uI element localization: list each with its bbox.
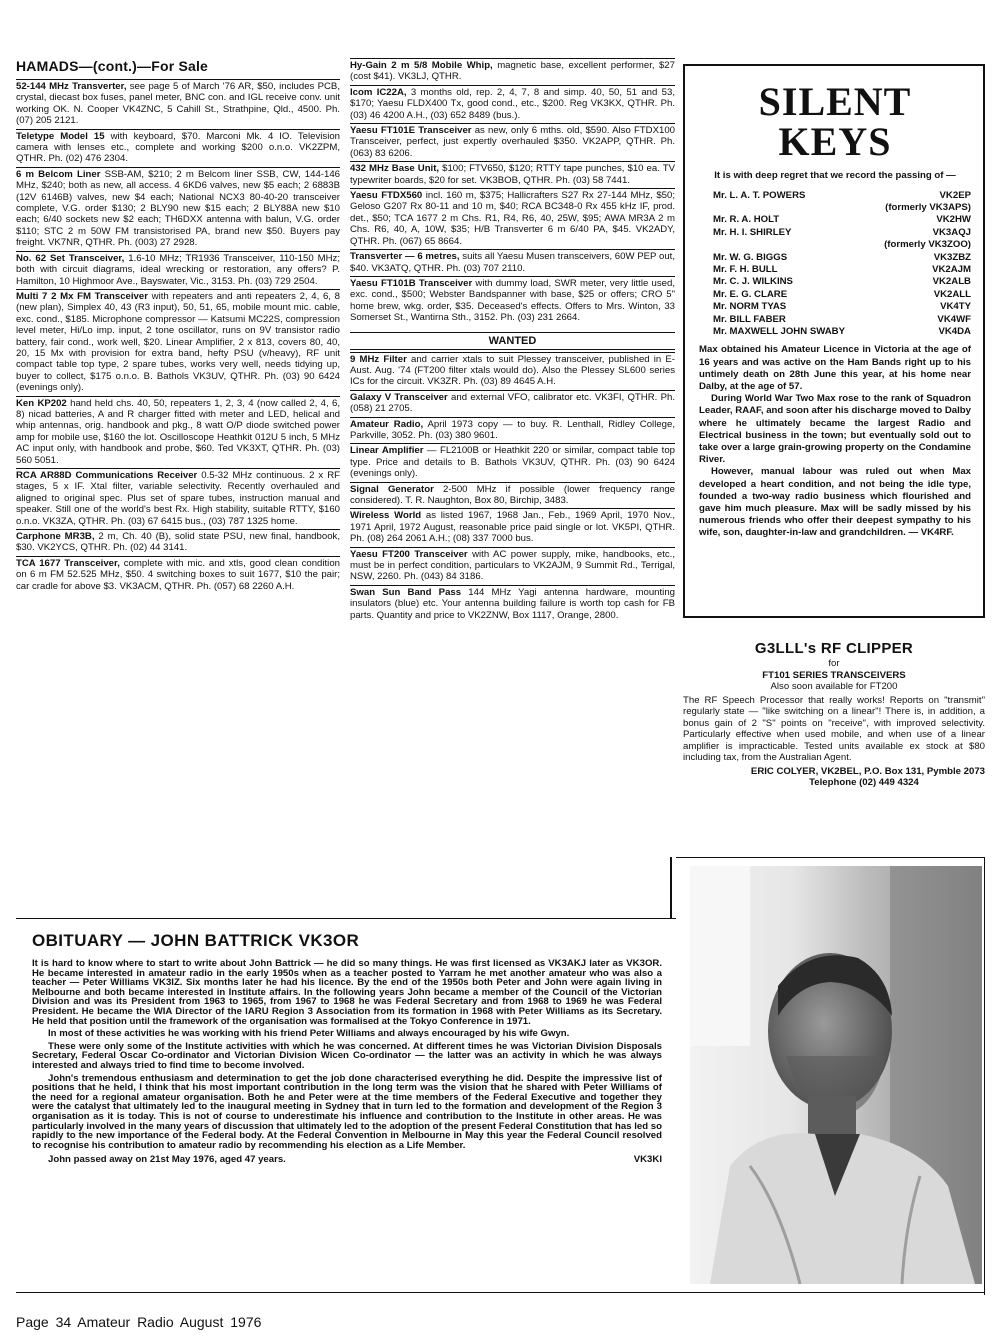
for-sale-ad-title: Carphone MR3B, bbox=[16, 531, 95, 543]
wanted-ad-title: Amateur Radio, bbox=[350, 418, 424, 430]
for-sale-ad bbox=[350, 161, 675, 188]
obituary-title: OBITUARY — JOHN BATTRICK VK3OR bbox=[32, 931, 360, 950]
tribute-paragraph: Max obtained his Amateur Licence in Victoria at the age of 16 years and was active on the Ham Bands right up to his untimely death on 28th June this year, at his home near Dalby, at the age of 57. bbox=[699, 344, 971, 392]
silent-key-callsign: VK2AJM bbox=[932, 263, 971, 275]
wanted-ad bbox=[350, 482, 675, 509]
for-sale-ad-text: SSB-AM, $210; 2 m Belcom liner SSB, CW, 144-146 MHz, $240; both as new, all access. 4 6KD6 valves, new $5 each; 2 6883B (12V 6146B) valves, new $4 each; National NCX3 80-40-20 transceiver complete, V.G. order $130; 2 BLY90 new $15 each; 2 BLY88A new $10 each; 6/40 sockets new $2 each; TH6DXX antenna with balun, V.G. order $110; STC 2 m 50W FM transistorised PA, brand new $50. Buyers pay freight. VK7NR, QTHR. Ph. (003) 27 2928. bbox=[16, 168, 341, 249]
wanted-ad-text: as listed 1967, 1968 Jan., Feb., 1969 April, 1970 Nov., 1971 April, 1972 August, reasonable price paid single or lot. VK5PI, QTHR. Ph. (08) 264 2061 A.H.; (08) 337 7000 bus. bbox=[350, 510, 675, 545]
silent-key-name: Mr. C. J. WILKINS bbox=[713, 276, 793, 288]
for-sale-ad-title: 6 m Belcom Liner bbox=[16, 168, 101, 180]
obituary-corner-rule bbox=[670, 857, 672, 919]
for-sale-ad-text: 1.6-10 MHz; TR1936 Transceiver, 110-150 MHz; both with circuit diagrams, ideal wrecking or restoration, any offers? P. Hamilton, 10 Highmoor Ave., Bayswater, Vic., 3153. Ph. (03) 729 2504. bbox=[16, 252, 341, 287]
silent-key-name: Mr. NORM TYAS bbox=[713, 301, 787, 313]
for-sale-ad bbox=[350, 85, 675, 123]
silent-key-entry bbox=[699, 264, 971, 276]
wanted-ad-title: 9 MHz Filter bbox=[350, 353, 407, 365]
for-sale-ad-title: 432 MHz Base Unit, bbox=[350, 163, 440, 175]
for-sale-ad bbox=[16, 167, 340, 251]
photo-top-rule bbox=[676, 857, 985, 858]
for-sale-ad bbox=[16, 79, 340, 129]
for-sale-ad bbox=[350, 123, 675, 161]
silent-key-callsign: VK4TY bbox=[940, 301, 971, 313]
silent-key-name: Mr. L. A. T. POWERS bbox=[713, 189, 806, 201]
for-sale-ad-title: Teletype Model 15 bbox=[16, 130, 105, 142]
silent-key-callsign: VK2HW bbox=[936, 214, 971, 226]
obituary-closing: John passed away on 21st May 1976, aged 47 years. bbox=[48, 1154, 286, 1166]
wanted-ad bbox=[350, 390, 675, 417]
clipper-also: Also soon available for FT200 bbox=[770, 681, 898, 692]
silent-key-callsign: VK2EP bbox=[939, 189, 971, 201]
for-sale-ad-title: Ken KP202 bbox=[16, 397, 67, 409]
clipper-model: FT101 SERIES TRANSCEIVERS bbox=[762, 669, 906, 681]
bottom-rule bbox=[16, 1292, 985, 1293]
silent-key-entry bbox=[699, 314, 971, 326]
hamads-column-1 bbox=[16, 58, 340, 594]
silent-key-name: Mr. E. G. CLARE bbox=[713, 288, 788, 300]
wanted-heading: WANTED bbox=[350, 332, 675, 350]
silent-key-callsign: VK4DA bbox=[938, 325, 971, 337]
clipper-for: for bbox=[828, 658, 840, 669]
wanted-ad bbox=[350, 352, 675, 390]
silent-key-callsign: VK2ALL bbox=[933, 288, 971, 300]
wanted-list bbox=[350, 352, 675, 624]
hamads-list-2 bbox=[350, 58, 675, 326]
wanted-ad-text: April 1973 copy — to buy. R. Lenthall, Ridley College, Parkville, 3052. Ph. (03) 380 9601. bbox=[350, 418, 675, 441]
for-sale-ad-text: 0.5-32 MHz continuous. 2 x RF stages, 5 x IF. Xtal filter, variable selectivity. Recently overhauled and aligned to original spec. Plus set of spare tubes, instruction manual and speaker. Still one of the world's best Rx. High stability, suitable RTTY, $160 o.n.o. VK3ZA, QTHR. Ph. (03) 67 6415 bus., (03) 787 1325 home. bbox=[16, 470, 340, 527]
tribute-paragraph: However, manual labour was ruled out when Max developed a heart condition, and not being the idle type, founded a two-way radio business which flourished and gave him much pleasure. Max will be sadly missed by his numerous friends who offer their deepest sympathy to his wife, son, daughter-in-law and grandchildren. — VK4RF. bbox=[699, 466, 971, 539]
wanted-ad-text: 144 MHz Yagi antenna hardware, mounting insulators (blue) etc. Your antenna building failure is worth top cash for FB parts. Quantity and price to VK2ZNW, Box 1117, Orange, 2800. bbox=[350, 586, 675, 621]
wanted-ad bbox=[350, 585, 675, 623]
for-sale-ad bbox=[16, 129, 340, 167]
for-sale-ad bbox=[16, 289, 340, 396]
tribute-paragraph: During World War Two Max rose to the rank of Squadron Leader, RAAF, and soon after his discharge moved to Dalby where he ultimately became the largest Radio and Electrical business in the town; but eventually sold out to take over a large grain-growing property on the Condamine River. bbox=[699, 393, 971, 466]
wanted-ad-title: Linear Amplifier bbox=[350, 445, 424, 457]
wanted-ad-title: Yaesu FT200 Transceiver bbox=[350, 548, 468, 560]
clipper-signature: ERIC COLYER, VK2BEL, P.O. Box 131, Pymble 2073 bbox=[750, 765, 985, 777]
for-sale-ad-title: RCA AR88D Communications Receiver bbox=[16, 470, 198, 481]
for-sale-ad-text: suits all Yaesu Musen transceivers, 60W PEP out, $40. VK3ATQ, QTHR. Ph. (03) 707 2110. bbox=[350, 251, 675, 274]
wanted-ad-title: Galaxy V Transceiver bbox=[350, 391, 448, 403]
silent-keys-tribute bbox=[699, 344, 971, 539]
for-sale-ad-title: Transverter — 6 metres, bbox=[350, 251, 460, 263]
silent-key-callsign: VK2ALB bbox=[932, 276, 971, 288]
wanted-ad bbox=[350, 547, 675, 585]
silent-keys-intro: It is with deep regret that we record the passing of — bbox=[714, 170, 956, 181]
for-sale-ad bbox=[16, 468, 340, 529]
for-sale-ad-text: with repeaters and anti repeaters 2, 4, 6, 8 (new plan), Simplex 40, 43 (R3 input), 50, 51, 65, mobile mount mic. cable, exc. cond., $185. Microphone compressor — Katsumi MC22S, compression level meter, Hi/Lo imp. input, 2 tone oscillator, runs on 9V transistor radio battery, fair cond., work well, $20. Linear Amplifier, 2 x 813, covers 80, 40, 20, 15 Mx with provision for extra band, hefty PSU (v/heavy), RF unit compact table top type, 2 spare tubes, works very well, needs tidying up, buyer to collect, $175 o.n.o. B. Bathols VK3UV, QTHR. Ph. (03) 90 6424 (evenings only). bbox=[16, 290, 340, 394]
obituary-author: VK3KI bbox=[633, 1154, 662, 1166]
silent-key-name: Mr. W. G. BIGGS bbox=[713, 251, 788, 263]
wanted-ad-text: and carrier xtals to suit Plessey transceiver, published in E-Aust. Aug. '74 (FT200 filter xtals would do). Also the Plessey SL600 series ICs for the circuit. VK3ZR. Ph. (03) 89 4645 A.H. bbox=[350, 353, 675, 388]
for-sale-ad-text: see page 5 of March '76 AR, $50, includes PCB, crystal, diecast box fuses, panel meter, BNC con. and IGL receive conv. unit working OK. N. Cooper VK4ZNC, 5 Cahill St., Strathpine, Qld., 4500. Ph. (07) 205 2121. bbox=[16, 81, 340, 127]
hamads-heading: HAMADS—(cont.)—For Sale bbox=[16, 58, 209, 74]
for-sale-ad-title: Yaesu FTDX560 bbox=[350, 190, 423, 202]
portrait-photo-image bbox=[690, 866, 982, 1284]
silent-key-entry bbox=[699, 301, 971, 313]
for-sale-ad-title: Hy-Gain 2 m 5/8 Mobile Whip, bbox=[350, 60, 493, 71]
obituary-section bbox=[16, 918, 676, 1290]
rf-clipper-ad bbox=[683, 640, 985, 789]
wanted-ad-title: Swan Sun Band Pass bbox=[350, 586, 462, 598]
for-sale-ad-text: incl. 160 m, $375; Hallicrafters S27 Rx 27-144 MHz, $50; Geloso G207 Rx 80-11 and 10 m, $40; RCA BC348-0 Rx 455 kHz IF, prod. det., $50; TCA 1677 2 m Chs. R1, R4, R6, 40, 25W, $95; AWA MR3A 2 m Chs. R6, 40, A, 10W, $35; H/B Transverter 6 m 6/40 PA, $45. VK2ADY, QTHR. Ph. (067) 65 8664. bbox=[350, 190, 675, 247]
hamads-column-2 bbox=[350, 58, 675, 623]
for-sale-ad bbox=[350, 188, 675, 249]
silent-key-entry bbox=[699, 289, 971, 301]
for-sale-ad-text: magnetic base, excellent performer, $27 (cost $41). VK3LJ, QTHR. bbox=[350, 60, 675, 83]
for-sale-ad-text: $100; FTV650, $120; RTTY tape punches, $10 ea. TV typewriter boards, $20 for set. VK3BOB, QTHR. Ph. (03) 58 7441. bbox=[350, 163, 675, 186]
for-sale-ad-title: No. 62 Set Transceiver, bbox=[16, 252, 125, 264]
hamads-list-1 bbox=[16, 79, 340, 594]
for-sale-ad bbox=[350, 58, 675, 85]
portrait-photo bbox=[690, 866, 982, 1290]
silent-key-name: Mr. H. I. SHIRLEY bbox=[713, 226, 792, 238]
silent-key-former-call bbox=[699, 202, 971, 214]
silent-keys-list bbox=[699, 190, 971, 339]
photo-right-rule bbox=[984, 857, 985, 1295]
for-sale-ad-title: Yaesu FT101B Transceiver bbox=[350, 277, 473, 289]
obituary-body bbox=[16, 959, 676, 1150]
silent-key-name: Mr. F. H. BULL bbox=[713, 263, 778, 275]
for-sale-ad bbox=[16, 251, 340, 289]
silent-key-entry bbox=[699, 214, 971, 226]
wanted-ad-text: 2-500 MHz if possible (lower frequency range considered). T. R. Naughton, Box 80, Birchip, 3483. bbox=[350, 483, 675, 506]
silent-key-entry bbox=[699, 227, 971, 239]
for-sale-ad-title: Multi 7 2 Mx FM Transceiver bbox=[16, 290, 148, 302]
wanted-ad-title: Signal Generator bbox=[350, 483, 434, 495]
wanted-ad-title: Wireless World bbox=[350, 510, 422, 522]
for-sale-ad bbox=[16, 529, 340, 556]
silent-key-entry bbox=[699, 276, 971, 288]
silent-key-name: Mr. BILL FABER bbox=[713, 313, 786, 325]
silent-keys-title: SILENT KEYS bbox=[758, 79, 912, 164]
wanted-ad-text: and external VFO, calibrator etc. VK3FI, QTHR. Ph. (058) 21 2705. bbox=[350, 391, 675, 415]
page-footer: Page 34 Amateur Radio August 1976 bbox=[16, 1314, 262, 1330]
for-sale-ad bbox=[16, 396, 340, 468]
silent-key-name: Mr. MAXWELL JOHN SWABY bbox=[713, 325, 846, 337]
silent-key-callsign: VK4WF bbox=[937, 313, 971, 325]
for-sale-ad-title: TCA 1677 Transceiver, bbox=[16, 557, 120, 569]
for-sale-ad bbox=[350, 249, 675, 276]
for-sale-ad-title: Yaesu FT101E Transceiver bbox=[350, 125, 472, 137]
obituary-paragraph: These were only some of the Institute activities with which he was concerned. At different times he was Victorian Division Disposals Secretary, Federal Oscar Co-ordinator and Victorian Division Wicen Co-ordinator — the latter was an activity in which he was always interested and always tried to find time to become involved. bbox=[32, 1040, 662, 1071]
clipper-title: G3LLL's RF CLIPPER bbox=[754, 640, 914, 657]
clipper-body: The RF Speech Processor that really works! Reports on "transmit" regularly state — "like switching on a linear"! There is, in addition, a bonus gain of 2 "S" points on "receive", with improved selectivity. Particularly effective when used mobile, and when use of a linear amplifier is impracticable. Tested units available ex stock at $80 including tax, from the Australian Agent. bbox=[683, 694, 985, 763]
for-sale-ad bbox=[16, 556, 340, 594]
former-callsign: (formerly VK3ZOO) bbox=[884, 239, 971, 251]
obituary-paragraph: John's tremendous enthusiasm and determination to get the job done characterised everything he did. Despite the impressive list of positions that he held, I think that his most important contribution in the long term was the vision that he shared with Peter Williams of the need for a regional amateur organisation. Both he and Peter were at the time members of the Federal Executive and together they were the catalyst that ultimately led to the inaugural meeting in Sydney that in turn led to the formation and development of the Region 3 organisation as it is today. This is not of course to underestimate his influence and contribution to the Institute in other areas. He was particularly involved in the many years of discussion that ultimately led to the adoption of the present Federal Constitution that has led so rapidly to the new importance of the Federal body. At the Federal Convention in Melbourne in May this year the Federal Council resolved to recognise his contribution to amateur radio by recommending his election as a Life Member. bbox=[32, 1072, 662, 1151]
obituary-paragraph: In most of these activities he was working with his friend Peter Williams and always encouraged by his wife Gwyn. bbox=[48, 1028, 570, 1040]
for-sale-ad-text: hand held chs. 40, 50, repeaters 1, 2, 3, 4 (now called 2, 4, 6, 8) nicad batteries, A and R charger fitted with meter and LED, helical and whip antennas, orig. handbook and pkg., 8 watt O/P diode switched power amp for mobile use, $160 the lot. Oscilloscope Heathkit 012U 5 inch, 5 MHz AC input only, with handbook and probe, $60. Ted VK3XT, QTHR. Ph. (03) 560 5051. bbox=[16, 397, 340, 466]
obituary-paragraph: It is hard to know where to start to write about John Battrick — he did so many things. He was first licensed as VK3AKJ later as VK3OR. He became interested in amateur radio in the early 1950s when as a teacher posted to Yarram he met another amateur who was also a teacher — Peter Williams VK3IZ. Six months later he had his licence. By the end of the 1950s both Peter and John were again living in Melbourne and both became interested in Institute affairs. In the following years John became a member of the Council of the Victorian Division and was its President from 1963 to 1965, from 1967 to 1968 he was Federal Secretary and from 1968 to 1969 he was Federal President. He became the WIA Director of the IARU Region 3 Association from its formation in 1968 with Peter Williams as its Secretary. He held that position until the framework of the organisation was formalised at the Tokyo Conference in 1971. bbox=[32, 958, 662, 1027]
wanted-ad bbox=[350, 417, 675, 444]
for-sale-ad-title: 52-144 MHz Transverter, bbox=[16, 81, 127, 92]
obituary-closing-line bbox=[16, 1154, 676, 1165]
former-callsign: (formerly VK3APS) bbox=[885, 201, 971, 213]
for-sale-ad-text: as new, only 6 mths. old, $590. Also FTDX100 Transceiver, perfect, just expertly overhauled $350. VK2APP, QTHR. Ph. (063) 83 6206. bbox=[350, 125, 675, 159]
silent-key-callsign: VK3AQJ bbox=[932, 226, 971, 238]
for-sale-ad-text: with keyboard, $70. Marconi Mk. 4 IO. Television camera with lenses etc., complete and working $200 o.n.o. VK2ZPM, QTHR. Ph. (02) 476 2304. bbox=[16, 130, 341, 165]
silent-key-name: Mr. R. A. HOLT bbox=[713, 214, 780, 226]
for-sale-ad-text: with dummy load, SWR meter, very little used, exc. cond., $500; Webster Bandspanner with base, $25 or offers; CRO 5" home brew, wkg. order, $35. Deceased's effects. Offers to Mrs. Winton, 33 Somerset St., Wantirna Sth., 3152. Ph. (03) 231 2664. bbox=[350, 277, 676, 324]
wanted-ad-text: with AC power supply, mike, handbooks, etc., must be in perfect condition, particulars to VK2AJM, 9 Summit Rd., Terrigal, NSW, 2260. Ph. (043) 84 3186. bbox=[350, 548, 675, 583]
silent-key-entry bbox=[699, 190, 971, 202]
silent-key-entry bbox=[699, 326, 971, 338]
for-sale-ad bbox=[350, 276, 675, 326]
wanted-ad bbox=[350, 508, 675, 546]
silent-keys-box bbox=[683, 64, 985, 618]
clipper-telephone: Telephone (02) 449 4324 bbox=[809, 777, 919, 788]
for-sale-ad-title: Icom IC22A, bbox=[350, 86, 407, 98]
wanted-ad-text: — FL2100B or Heathkit 220 or similar, compact table top type. Price and details to B. Bathols VK3UV, QTHR. Ph. (03) 90 6424 (evenings only). bbox=[350, 445, 675, 480]
for-sale-ad-text: 3 months old, rep. 2, 4, 7, 8 and simp. 40, 50, 51 and 53, $170; Yaesu FLDX400 Tx, good cond., etc., $200. Reg VK3KX, QTHR. Ph. (03) 46 4200 A.H., (03) 652 8489 (bus.). bbox=[350, 86, 675, 121]
wanted-ad bbox=[350, 443, 675, 481]
for-sale-ad-text: complete with mic. and xtls, good clean condition on 6 m FM 52.525 MHz, $50. 4 switching boxes to suit 1677, $10 the pair; car cradle for above $3. VK3ACM, QTHR. Ph. (057) 68 2260 A.H. bbox=[16, 557, 340, 592]
silent-key-former-call bbox=[699, 239, 971, 251]
silent-key-entry bbox=[699, 252, 971, 264]
for-sale-ad-text: 2 m, Ch. 40 (B), solid state PSU, new final, handbook, $30. VK2YCS, QTHR. Ph. (02) 44 3141. bbox=[16, 531, 340, 554]
silent-key-callsign: VK3ZBZ bbox=[933, 251, 971, 263]
